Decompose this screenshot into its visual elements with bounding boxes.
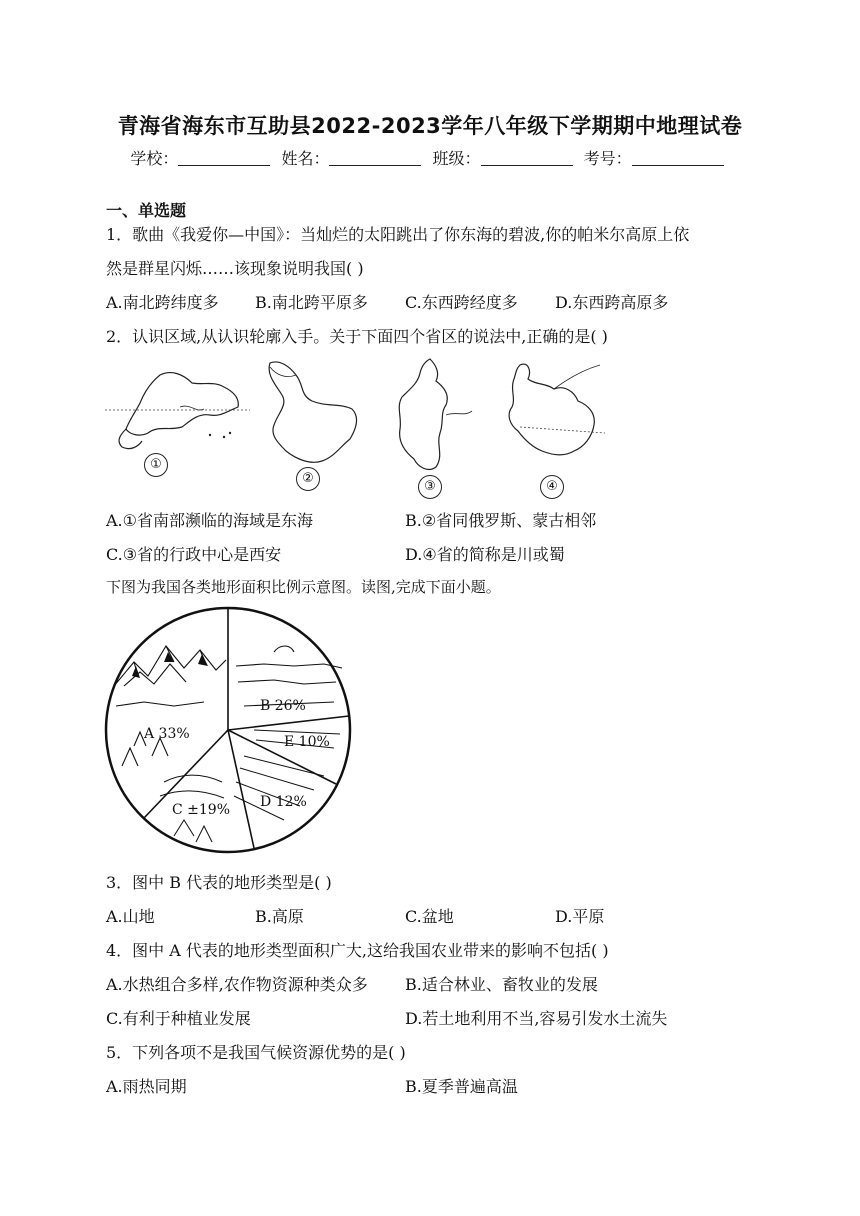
province-outline-maps bbox=[100, 355, 620, 500]
q4-option-a[interactable]: A.水热组合多样,农作物资源种类众多 bbox=[106, 975, 368, 994]
q1-option-a[interactable]: A.南北跨纬度多 bbox=[106, 293, 219, 312]
school-label: 学校： bbox=[130, 149, 179, 168]
section-heading: 一、单选题 bbox=[106, 201, 187, 220]
q5-text: 5．下列各项不是我国气候资源优势的是( ) bbox=[106, 1043, 406, 1062]
student-info-row bbox=[0, 146, 860, 169]
q4-option-d[interactable]: D.若土地利用不当,容易引发水土流失 bbox=[405, 1009, 668, 1028]
pie-label-a: A 33% bbox=[144, 726, 190, 742]
q3-option-d[interactable]: D.平原 bbox=[555, 907, 605, 926]
q3-text: 3．图中 B 代表的地形类型是( ) bbox=[106, 873, 332, 892]
pie-label-d: D 12% bbox=[260, 794, 307, 810]
q5-option-a[interactable]: A.雨热同期 bbox=[106, 1077, 187, 1096]
exam-number-blank[interactable] bbox=[632, 151, 724, 166]
pie-label-e: E 10% bbox=[284, 734, 330, 750]
province-3-outline bbox=[399, 359, 472, 469]
figure-intro: 下图为我国各类地形面积比例示意图。读图,完成下面小题。 bbox=[106, 578, 501, 596]
q4-option-c[interactable]: C.有利于种植业发展 bbox=[106, 1009, 251, 1028]
class-label: 班级： bbox=[432, 149, 481, 168]
terrain-pie-illustration bbox=[104, 606, 364, 858]
map-label-3: ③ bbox=[418, 475, 442, 499]
q5-option-b[interactable]: B.夏季普遍高温 bbox=[405, 1077, 518, 1096]
q2-text: 2．认识区域,从认识轮廓入手。关于下面四个省区的说法中,正确的是( ) bbox=[106, 327, 608, 346]
q3-option-c[interactable]: C.盆地 bbox=[405, 907, 454, 926]
map-label-1: ① bbox=[144, 453, 168, 477]
exam-number-label: 考号： bbox=[583, 149, 632, 168]
province-2-outline bbox=[269, 362, 356, 462]
q2-option-c[interactable]: C.③省的行政中心是西安 bbox=[106, 545, 282, 564]
q2-option-b[interactable]: B.②省同俄罗斯、蒙古相邻 bbox=[405, 511, 597, 530]
class-blank[interactable] bbox=[481, 151, 573, 166]
q1-option-d[interactable]: D.东西跨高原多 bbox=[555, 293, 669, 312]
map-label-2: ② bbox=[296, 467, 320, 491]
q1-text-line1: 1．歌曲《我爱你—中国》：当灿烂的太阳跳出了你东海的碧波,你的帕米尔高原上依 bbox=[106, 225, 690, 244]
q3-option-b[interactable]: B.高原 bbox=[255, 907, 304, 926]
q3-option-a[interactable]: A.山地 bbox=[106, 907, 155, 926]
q4-text: 4．图中 A 代表的地形类型面积广大,这给我国农业带来的影响不包括( ) bbox=[106, 941, 609, 960]
name-blank[interactable] bbox=[329, 151, 421, 166]
q1-option-b[interactable]: B.南北跨平原多 bbox=[255, 293, 368, 312]
pie-label-c: C ±19% bbox=[172, 802, 231, 818]
pie-label-b: B 26% bbox=[260, 698, 306, 714]
province-4-outline bbox=[509, 364, 600, 455]
q2-option-a[interactable]: A.①省南部濒临的海域是东海 bbox=[106, 511, 313, 530]
q2-option-d[interactable]: D.④省的简称是川或蜀 bbox=[405, 545, 565, 564]
terrain-pie-svg bbox=[104, 606, 364, 858]
school-blank[interactable] bbox=[178, 151, 270, 166]
province-1-outline bbox=[119, 373, 238, 449]
q1-option-c[interactable]: C.东西跨经度多 bbox=[405, 293, 518, 312]
name-label: 姓名： bbox=[281, 149, 330, 168]
q4-option-b[interactable]: B.适合林业、畜牧业的发展 bbox=[405, 975, 598, 994]
map-label-4: ④ bbox=[540, 475, 564, 499]
q1-text-line2: 然是群星闪烁……该现象说明我国( ) bbox=[106, 259, 364, 278]
exam-title: 青海省海东市互助县2022-2023学年八年级下学期期中地理试卷 bbox=[117, 114, 743, 138]
